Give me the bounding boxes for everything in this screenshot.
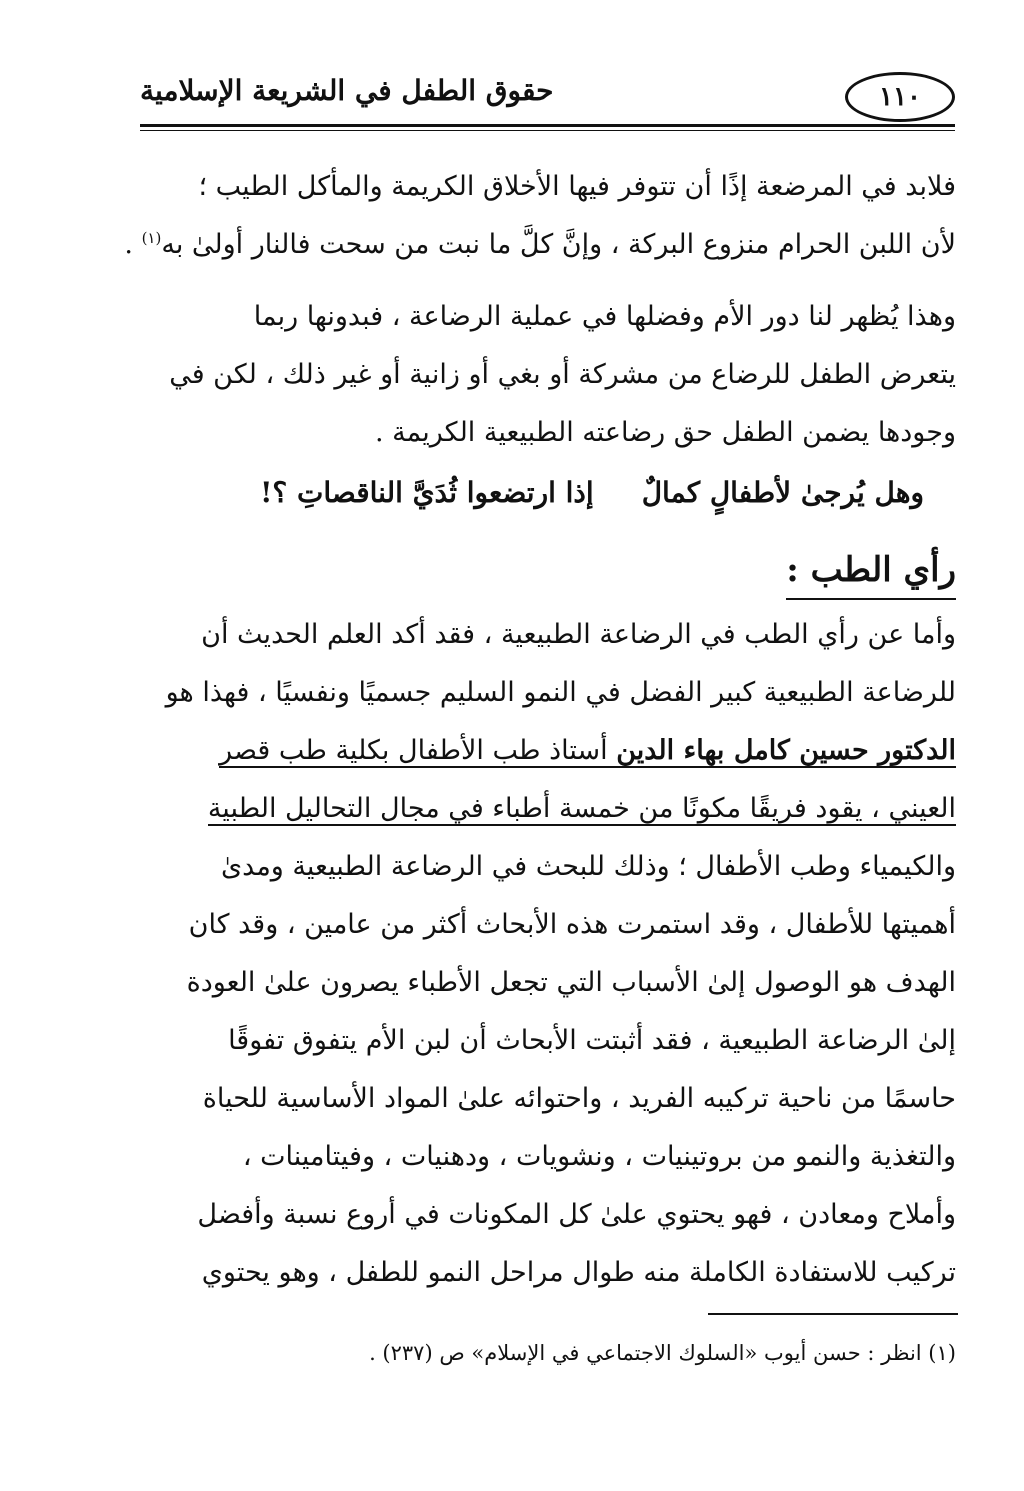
paragraph-3-line-4-text: العيني ، يقود فريقًا مكونًا من خمسة أطباء في مجال التحاليل الطبية	[207, 793, 956, 824]
paragraph-3-line-6: أهميتها للأطفال ، وقد استمرت هذه الأبحاث أكثر من عامين ، وقد كان	[188, 909, 956, 940]
paragraph-3-line-5: والكيمياء وطب الأطفال ؛ وذلك للبحث في الرضاعة الطبيعية ومدىٰ	[221, 851, 956, 882]
paragraph-2-line-3: وجودها يضمن الطفل حق رضاعته الطبيعية الكريمة .	[375, 417, 956, 448]
paragraph-1	[124, 158, 956, 274]
paragraph-2-line-1: وهذا يُظهر لنا دور الأم وفضلها في عملية الرضاعة ، فبدونها ربما	[253, 301, 956, 332]
footnote-ref: (١)	[141, 229, 162, 247]
paragraph-1-line-2-end: .	[124, 229, 142, 260]
paragraph-3-line-8: إلىٰ الرضاعة الطبيعية ، فقد أثبتت الأبحاث أن لبن الأم يتفوق تفوقًا	[228, 1025, 956, 1056]
page-header	[140, 70, 955, 122]
paragraph-3	[136, 606, 956, 1302]
paragraph-3-line-1: وأما عن رأي الطب في الرضاعة الطبيعية ، فقد أكد العلم الحديث أن	[201, 619, 956, 650]
footnote: (١) انظر : حسن أيوب «السلوك الاجتماعي في الإسلام» ص (٢٣٧) .	[369, 1341, 956, 1365]
paragraph-3-line-10: والتغذية والنمو من بروتينيات ، ونشويات ، ودهنيات ، وفيتامينات ،	[242, 1141, 956, 1172]
section-heading: رأي الطب :	[786, 542, 956, 600]
paragraph-3-line-3	[136, 722, 956, 780]
verse-hemistich-1: وهل يُرجىٰ لأطفالٍ كمالٌ	[641, 476, 924, 509]
paragraph-2	[136, 288, 956, 462]
paragraph-1-line-1: فلابد في المرضعة إذًا أن تتوفر فيها الأخلاق الكريمة والمأكل الطيب ؛	[198, 171, 956, 202]
poetry-verse	[164, 468, 924, 518]
paragraph-3-line-7: الهدف هو الوصول إلىٰ الأسباب التي تجعل الأطباء يصرون علىٰ العودة	[186, 967, 956, 998]
page-number: ١١٠	[845, 72, 955, 122]
paragraph-3-line-9: حاسمًا من ناحية تركيبه الفريد ، واحتوائه علىٰ المواد الأساسية للحياة	[202, 1083, 956, 1114]
doctor-name: الدكتور حسين كامل بهاء الدين	[616, 735, 956, 766]
paragraph-3-line-4	[136, 780, 956, 838]
paragraph-1-line-2-text: لأن اللبن الحرام منزوع البركة ، وإنَّ كلَّ ما نبت من سحت فالنار أولىٰ به	[161, 229, 956, 260]
paragraph-3-line-3-rest: أستاذ طب الأطفال بكلية طب قصر	[219, 735, 617, 766]
header-rule	[140, 124, 955, 127]
paragraph-2-line-2: يتعرض الطفل للرضاع من مشركة أو بغي أو زانية أو غير ذلك ، لكن في	[169, 359, 956, 390]
footnote-divider	[708, 1313, 958, 1315]
running-title: حقوق الطفل في الشريعة الإسلامية	[140, 74, 554, 107]
header-rule-thin	[140, 130, 955, 131]
paragraph-3-line-11: وأملاح ومعادن ، فهو يحتوي علىٰ كل المكونات في أروع نسبة وأفضل	[197, 1199, 956, 1230]
paragraph-1-line-2	[124, 216, 956, 274]
paragraph-3-line-12: تركيب للاستفادة الكاملة منه طوال مراحل النمو للطفل ، وهو يحتوي	[201, 1257, 956, 1288]
verse-hemistich-2: إذا ارتضعوا ثُدَيَّ الناقصاتِ ؟!	[260, 476, 594, 509]
paragraph-3-line-2: للرضاعة الطبيعية كبير الفضل في النمو السليم جسميًا ونفسيًا ، فهذا هو	[165, 677, 956, 708]
